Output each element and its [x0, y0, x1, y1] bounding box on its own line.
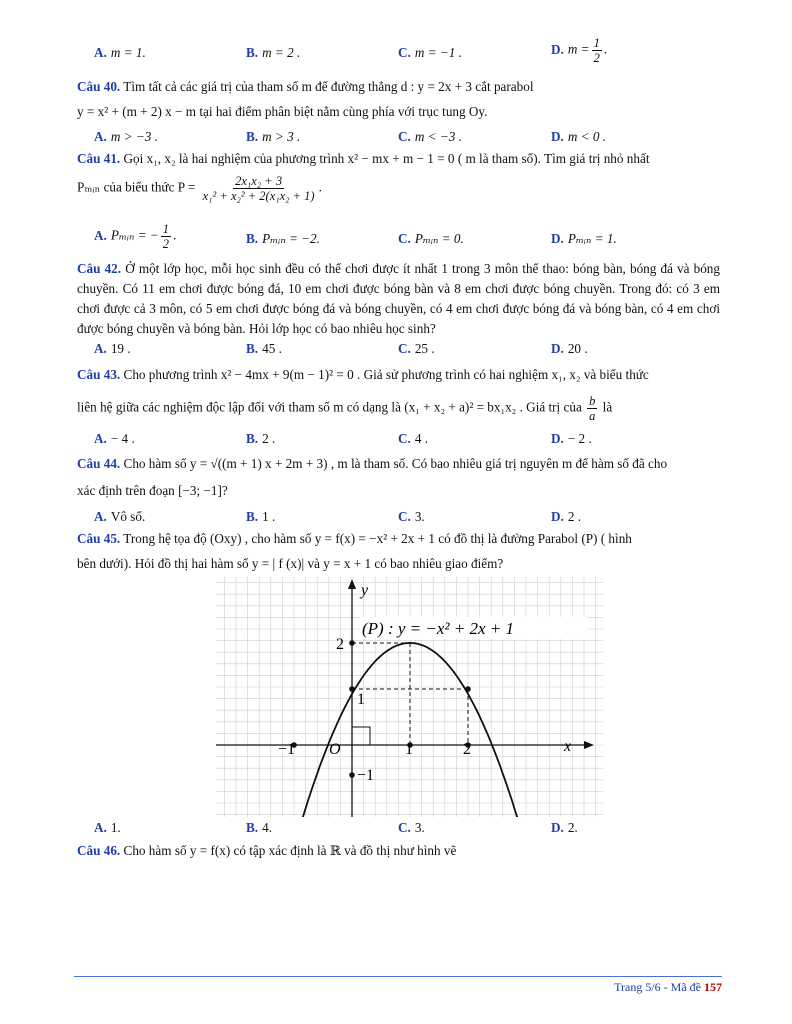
q42-option-d: D. 20 . [551, 341, 588, 356]
q42-option-a: A. 19 . [94, 341, 131, 356]
parabola-graph [216, 577, 603, 817]
q43-option-d: D. − 2 . [551, 431, 592, 446]
q40-line2: y = x² + (m + 2) x − m tại hai điểm phân biệt nằm cùng phía với trục tung Oy. [77, 104, 488, 119]
q40-option-c: C. m < −3 . [398, 129, 462, 144]
tick-label-y: −1 [357, 767, 375, 784]
q44-option-d: D. 2 . [551, 509, 582, 524]
tick-label-y: 1 [357, 691, 365, 708]
q45-line2: bên dưới). Hỏi đồ thị hai hàm số y = | f (x)| và y = x + 1 có bao nhiêu giao điểm? [77, 556, 504, 571]
origin-label: O [329, 741, 341, 758]
q39-option-a: A. m = 1. [94, 45, 146, 60]
fraction: $\frac{1}{2}$ [162, 222, 170, 251]
q39-option-d: D. m = $\frac{1}{2}$ . [551, 36, 608, 65]
fraction: $\frac{\text{2x₁x₂ + 3}}{\text{x₁² + x₂² + 2(x₁x₂ + 1)}}$ [202, 174, 315, 203]
fraction: $\frac{1}{2}$ [593, 36, 600, 65]
q40-option-a: A. m > −3 . [94, 129, 158, 144]
x-axis-arrow [584, 741, 594, 749]
fraction: $\frac{b}{a}$ [589, 394, 596, 423]
page-footer: Trang 5/6 - Mã đề 157 [614, 980, 722, 994]
q44-option-a: A. Vô số. [94, 509, 146, 524]
q43-option-b: B. 2 . [246, 431, 276, 446]
q41-line2: Pₘᵢₙ của biểu thức P = $\frac{\text{2x₁x₂ + 3}}{\text{x₁² + x₂² + 2(x₁x₂ + 1)}}$ . [77, 174, 322, 203]
q45-option-d: D. 2. [551, 820, 578, 835]
q41-option-b: B. Pₘᵢₙ = −2. [246, 231, 320, 246]
tick-label-x: 2 [463, 741, 471, 758]
q45-option-a: A. 1. [94, 820, 121, 835]
q41-option-d: D. Pₘᵢₙ = 1. [551, 231, 617, 246]
footer-divider [74, 976, 722, 977]
q43-line1: Câu 43. Cho phương trình x² − 4mx + 9(m − 1)² = 0 . Giả sử phương trình có hai nghiệm x₁, x₂ và biểu thức [77, 367, 649, 382]
tick-label-y: 2 [336, 636, 344, 653]
graph-grid [216, 577, 603, 817]
q43-line2: liên hệ giữa các nghiệm độc lập đối với tham số m có dạng là (x₁ + x₂ + a)² = bx₁x₂ . Giá trị của $\frac{b}{a}$ là [77, 394, 613, 423]
q41-line1: Câu 41. Gọi x₁, x₂ là hai nghiệm của phương trình x² − mx + m − 1 = 0 ( m là tham số). Tìm giá trị nhỏ nhất [77, 151, 650, 166]
q40-option-d: D. m < 0 . [551, 129, 607, 144]
x-axis-label: x [564, 738, 572, 755]
tick-label-x: 1 [405, 741, 413, 758]
q39-option-b: B. m = 2 . [246, 45, 301, 60]
q40-line1: Câu 40. Tìm tất cả các giá trị của tham số m để đường thẳng d : y = 2x + 3 cắt parabol [77, 79, 534, 94]
q43-option-c: C. 4 . [398, 431, 429, 446]
q44-line2: xác định trên đoạn [−3; −1]? [77, 483, 228, 498]
q45-line1: Câu 45. Trong hệ tọa độ (Oxy) , cho hàm số y = f(x) = −x² + 2x + 1 có đồ thị là đường Parabol (P) ( hình [77, 531, 632, 546]
q42-option-b: B. 45 . [246, 341, 282, 356]
q40-option-b: B. m > 3 . [246, 129, 301, 144]
q45-option-b: B. 4. [246, 820, 272, 835]
point-2-1 [465, 686, 471, 692]
q46-line1: Câu 46. Cho hàm số y = f(x) có tập xác định là ℝ và đồ thị như hình vẽ [77, 843, 457, 858]
q39-option-c: C. m = −1 . [398, 45, 462, 60]
tick-label-x: −1 [278, 741, 296, 758]
right-angle-marker [352, 727, 370, 745]
q42-option-c: C. 25 . [398, 341, 435, 356]
q44-line1: Câu 44. Cho hàm số y = √((m + 1) x + 2m + 3) , m là tham số. Có bao nhiêu giá trị nguyên m để hàm số đã cho [77, 456, 668, 471]
point-y-2 [349, 640, 355, 646]
q45-option-c: C. 3. [398, 820, 425, 835]
y-axis-arrow [348, 579, 356, 589]
point-y-1 [349, 686, 355, 692]
q44-option-c: C. 3. [398, 509, 425, 524]
q43-option-a: A. − 4 . [94, 431, 135, 446]
q41-option-c: C. Pₘᵢₙ = 0. [398, 231, 464, 246]
point-y-minus1 [349, 772, 355, 778]
q41-option-a: A. Pₘᵢₙ = − $\frac{1}{2}$ . [94, 222, 177, 251]
parabola-equation-label: (P) : y = −x² + 2x + 1 [362, 619, 514, 638]
q42-text: Câu 42. Ở một lớp học, mỗi học sinh đều có thể chơi được ít nhất 1 trong 3 môn thể thao: bóng bàn, bóng đá và bóng chuyền. Có 11 em chơi được bóng đá, 10 em chơi được bóng bàn và 8 em chơi được bóng chuyền. Trong đó: có 3 em chơi được cả 3 môn, có 5 em chơi được bóng đá và bóng chuyền, có 4 em chơi được bóng đá và bóng bàn, có 4 em chơi được bóng chuyền và bóng bàn. Hỏi lớp học có bao nhiêu học sinh? [77, 261, 720, 336]
q44-option-b: B. 1 . [246, 509, 276, 524]
y-axis-label: y [361, 582, 369, 599]
